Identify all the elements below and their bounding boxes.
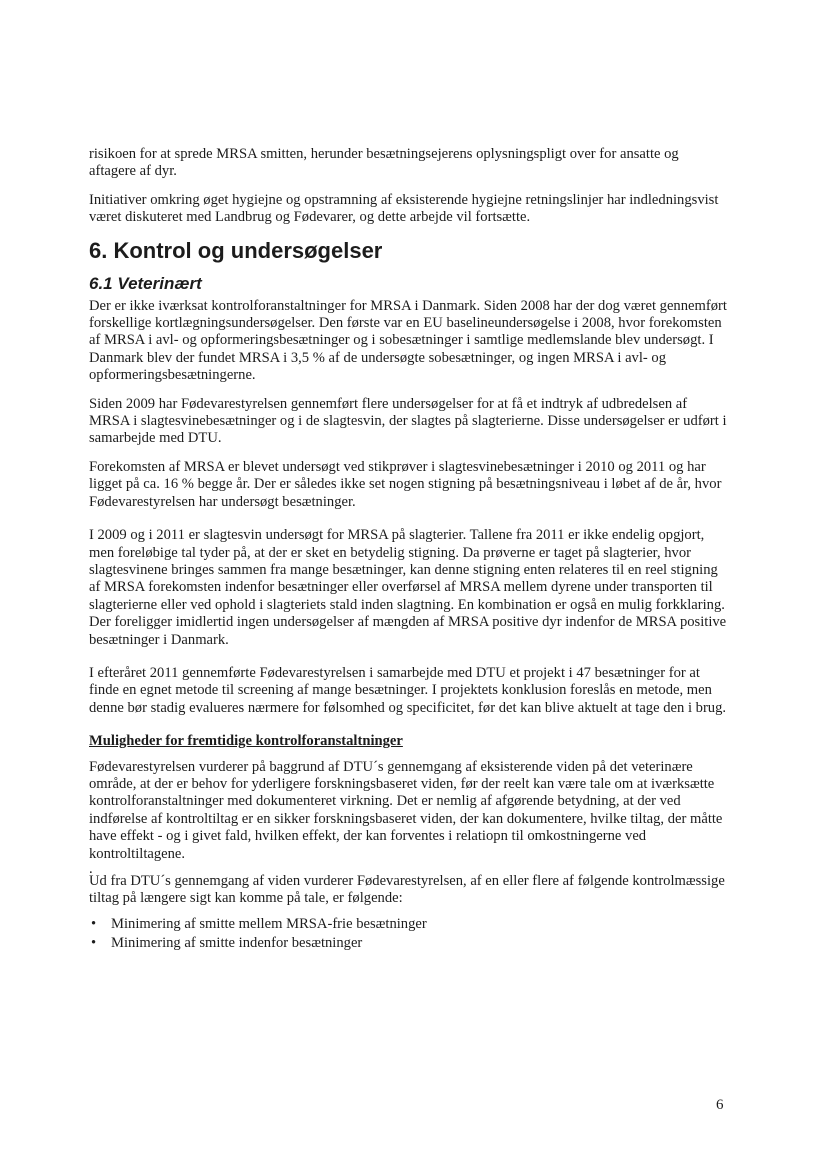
page-number: 6 [716, 1097, 724, 1113]
list-item: • Minimering af smitte mellem MRSA-frie besætninger [111, 916, 729, 933]
paragraph-intro-2: Initiativer omkring øget hygiejne og opstramning af eksisterende hygiejne retningslinjer har indledningsvist været diskuteret med Landbrug og Fødevarer, og dette arbejde vil fortsætte. [89, 191, 719, 226]
paragraph-main-5: I efteråret 2011 gennemførte Fødevarestyrelsen i samarbejde med DTU et projekt i 47 besætninger for at finde en egnet metode til screening af mange besætninger. I projektets konklusion foreslås en metode, men denne bør stadig evalueres nærmere for følsomhed og specificitet, før det kan blive aktuelt at tage den i brug. [89, 664, 727, 716]
subsection-title: 6.1 Veterinært [89, 273, 202, 293]
page-content [89, 146, 729, 955]
paragraph-main-1: Der er ikke iværksat kontrolforanstaltninger for MRSA i Danmark. Siden 2008 har der dog været gennemført forskellige kortlægningsundersøgelser. Den første var en EU baselineundersøgelse i 2008, hvor forekomsten af MRSA i avl- og opformeringsbesætninger og i sobesætninger i samtlige medlemslande blev undersøgt. I Danmark blev der fundet MRSA i 3,5 % af de undersøgte sobesætninger, og ingen MRSA i avl- og opformeringsbesætningerne. [89, 297, 727, 384]
stray-mark: . [89, 861, 93, 877]
list-item: • Minimering af smitte indenfor besætninger [111, 935, 729, 952]
paragraph-list-intro: Ud fra DTU´s gennemgang af viden vurderer Fødevarestyrelsen, af en eller flere af følgende kontrolmæssige tiltag på længere sigt kan komme på tale, er følgende: [89, 873, 725, 907]
paragraph-future-1: Fødevarestyrelsen vurderer på baggrund af DTU´s gennemgang af eksisterende viden på det veterinære område, at der er behov for yderligere forskningsbaseret viden, før der reelt kan være tale om at iværksætte kontrolforanstaltninger med dokumenteret virkning. Det er nemlig af afgørende betydning, at der ved indførelse af kontroltiltag er en sikker forskningsbaseret viden, der kan dokumentere, hvilke tiltag, der måtte have effekt - og i givet fald, hvilken effekt, der kan forventes i relatiopn til omkostningerne ved kontroltiltagene. [89, 758, 723, 862]
paragraph-intro-1: risikoen for at sprede MRSA smitten, herunder besætningsejerens oplysningspligt over for ansatte og aftagere af dyr. [89, 146, 679, 180]
paragraph-main-3: Forekomsten af MRSA er blevet undersøgt ved stikprøver i slagtesvinebesætninger i 2010 og 2011 og har ligget på ca. 16 % begge år. Der er således ikke set nogen stigning på besætningsniveau i løbet af de år, hvor Fødevarestyrelsen har undersøgt besætninger. [89, 458, 722, 510]
section-title: 6. Kontrol og undersøgelser [89, 237, 383, 263]
paragraph-main-4: I 2009 og i 2011 er slagtesvin undersøgt for MRSA på slagterier. Tallene fra 2011 er ikke endelig opgjort, men foreløbige tal tyder på, at der er sket en betydelig stigning. Da prøverne er taget på slagterier, hvor slagtesvinene bringes sammen fra mange besætninger, kan denne stigning enten relateres til en reel stigning af MRSA forekomsten indenfor besætninger eller overførsel af MRSA mellem dyrene under transporten til slagterierne eller ved ophold i slagteriets stald inden slagtning. En kombination er også en mulig forkklaring. Der foreligger imidlertid ingen undersøgelser af mængden af MRSA positive dyr indenfor de MRSA positive besætninger i Danmark. [89, 527, 727, 648]
bullet-list [89, 916, 729, 953]
paragraph-main-2: Siden 2009 har Fødevarestyrelsen gennemført flere undersøgelser for at få et indtryk af udbredelsen af MRSA i slagtesvinebesætninger og i de slagtesvin, der slagtes på slagterierne. Disse undersøgelser er udført i samarbejde med DTU. [89, 395, 727, 447]
subheading-future-measures: Muligheder for fremtidige kontrolforanstaltninger [89, 733, 403, 750]
